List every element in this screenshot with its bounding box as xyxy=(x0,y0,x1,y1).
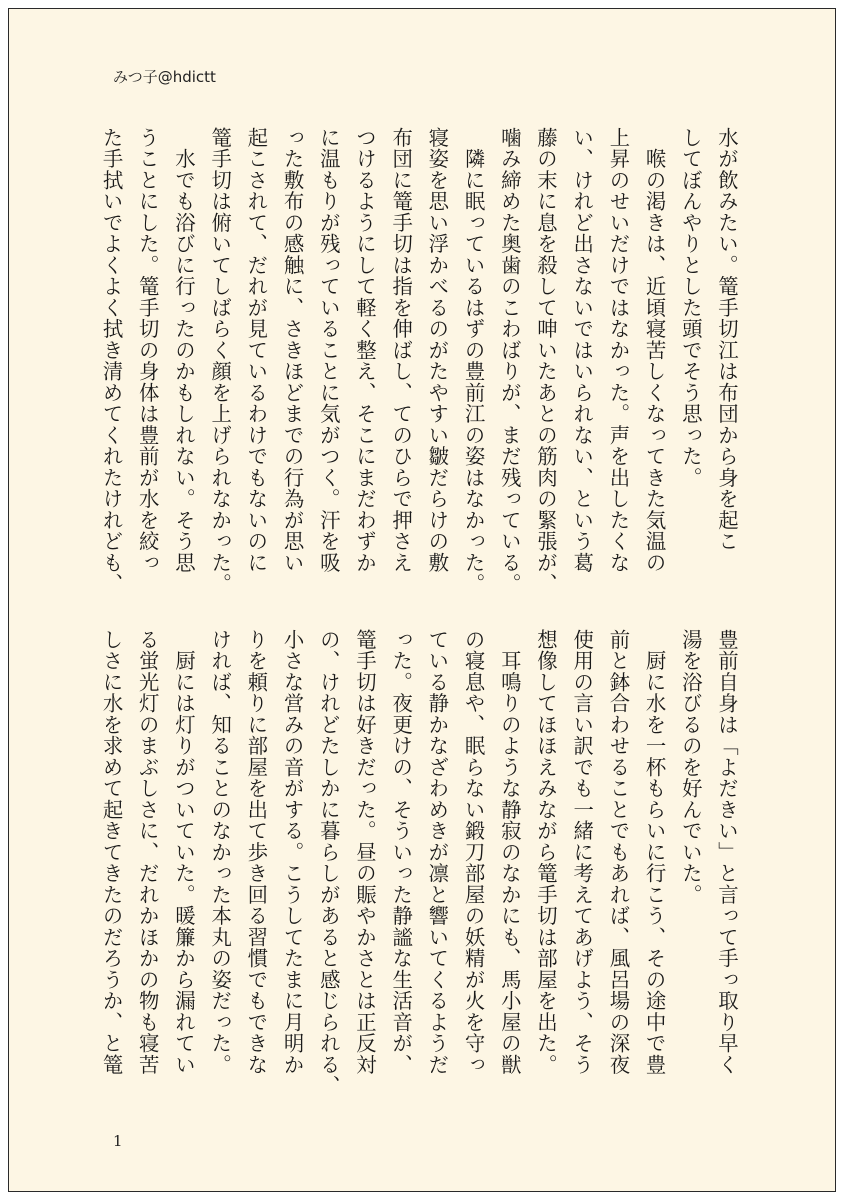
text-line: 小さな営みの音がする。こうしてたまに月明か xyxy=(280,629,305,1076)
text-line: る蛍光灯のまぶしさに、だれかほかの物も寝苦 xyxy=(135,629,160,1076)
text-line: 前と鉢合わせることでもあれば、風呂場の深夜 xyxy=(606,629,631,1076)
text-block-top xyxy=(99,127,745,595)
text-line: った敷布の感触に、さきほどまでの行為が思い xyxy=(280,127,305,574)
text-line: つけるようにして軽く整え、そこにまだわずか xyxy=(352,127,377,574)
text-line: ている静かなざわめきが凛と響いてくるようだ xyxy=(425,629,450,1076)
text-line: の、けれどたしかに暮らしがあると感じられる、 xyxy=(316,629,341,1097)
text-line: い、けれど出さないではいられない、という葛 xyxy=(570,127,595,574)
text-line: 篭手切は好きだった。昼の賑やかさとは正反対 xyxy=(352,629,377,1076)
text-line: の寝息や、眠らない鍛刀部屋の妖精が火を守っ xyxy=(461,629,486,1076)
author-handle: みつ子@hdictt xyxy=(113,68,216,86)
text-line: 藤の末に息を殺して呻いたあとの筋肉の緊張が、 xyxy=(533,127,558,595)
text-line: 喉の渇きは、近頃寝苦しくなってきた気温の xyxy=(642,127,667,574)
text-line: た手拭いでよくよく拭き清めてくれたけれども、 xyxy=(99,127,124,595)
text-line: 水でも浴びに行ったのかもしれない。そう思 xyxy=(171,127,196,574)
text-line: 起こされて、だれが見ているわけでもないのに xyxy=(244,127,269,574)
text-line: 布団に篭手切は指を伸ばし、てのひらで押さえ xyxy=(389,127,414,574)
text-line: ければ、知ることのなかった本丸の姿だった。 xyxy=(208,629,233,1076)
text-line: 厨には灯りがついていた。暖簾から漏れてい xyxy=(171,629,196,1076)
text-line: 湯を浴びるのを好んでいた。 xyxy=(678,629,703,906)
text-line: 隣に眠っているはずの豊前江の姿はなかった。 xyxy=(461,127,486,595)
text-line: 豊前自身は「よだきい」と言って手っ取り早く xyxy=(715,629,739,1076)
text-line: 噛み締めた奥歯のこわばりが、まだ残っている。 xyxy=(497,127,522,595)
text-line: に温もりが残っていることに気がつく。汗を吸 xyxy=(316,127,341,574)
page-number: 1 xyxy=(113,1132,123,1150)
text-line: った。夜更けの、そういった静謐な生活音が、 xyxy=(389,629,414,1076)
text-line: 厨に水を一杯もらいに行こう、その途中で豊 xyxy=(642,629,667,1076)
text-line: 上昇のせいだけではなかった。声を出したくな xyxy=(606,127,631,574)
text-line: うことにした。篭手切の身体は豊前が水を絞っ xyxy=(135,127,160,574)
text-line: 使用の言い訳でも一緒に考えてあげよう、そう xyxy=(570,629,595,1076)
text-line: 耳鳴りのような静寂のなかにも、馬小屋の獣 xyxy=(497,629,522,1076)
text-line: りを頼りに部屋を出て歩き回る習慣でもできな xyxy=(244,629,269,1076)
text-line: 水が飲みたい。篭手切江は布団から身を起こ xyxy=(715,127,739,552)
text-line: 寝姿を思い浮かべるのがたやすい皺だらけの敷 xyxy=(425,127,450,574)
text-line: しさに水を求めて起きてきたのだろうか、と篭 xyxy=(99,629,124,1076)
text-line: してぼんやりとした頭でそう思った。 xyxy=(678,127,703,489)
manuscript-page xyxy=(8,8,836,1192)
text-line: 想像してほほえみながら篭手切は部屋を出た。 xyxy=(533,629,558,1076)
text-line: 篭手切は俯いてしばらく顔を上げられなかった。 xyxy=(208,127,233,595)
text-block-bottom xyxy=(99,629,745,1097)
